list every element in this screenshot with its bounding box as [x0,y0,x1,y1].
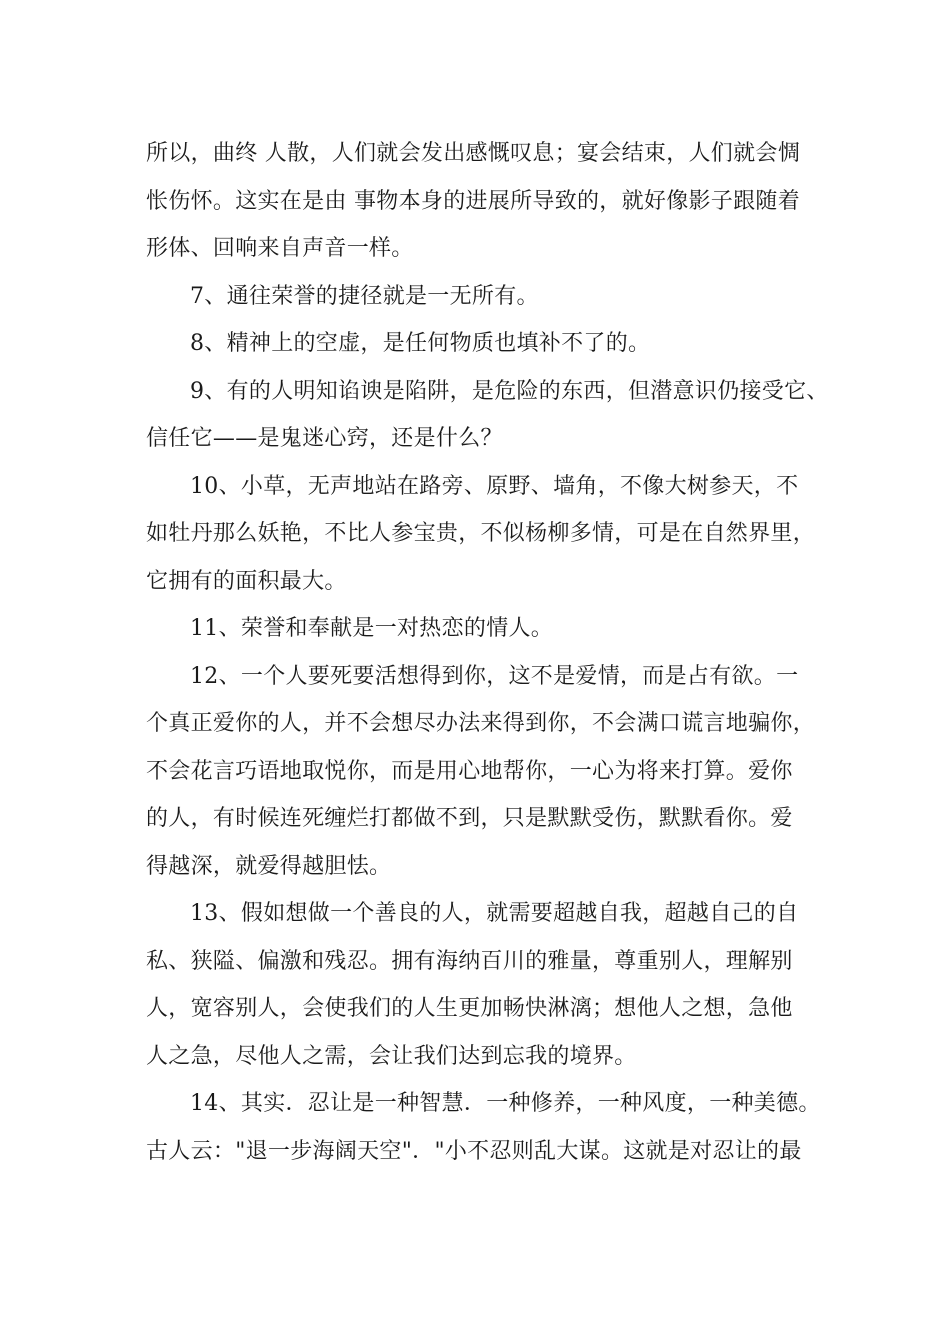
text-line: 信任它——是鬼迷心窍，还是什么？ [146,426,503,451]
text-line: 如牡丹那么妖艳，不比人参宝贵，不似杨柳多情，可是在自然界里， [146,521,816,546]
text-line: 古人云："退一步海阔天空"．"小不忍则乱大谋。这就是对忍让的最 [146,1138,802,1164]
paragraph-7: 7、通往荣誉的捷径就是一无所有。 [190,283,539,309]
paragraph-11: 11、荣誉和奉献是一对热恋的情人。 [190,616,554,641]
text-line: 个真正爱你的人，并不会想尽办法来得到你，不会满口谎言地骗你， [146,711,816,736]
text-line: 人之急，尽他人之需，会让我们达到忘我的境界。 [146,1043,637,1069]
text-line: 人，宽容别人，会使我们的人生更加畅快淋漓；想他人之想，急他 [146,996,793,1021]
text-line: 所以，曲终 人散，人们就会发出感慨叹息；宴会结束，人们就会惆 [146,141,800,166]
text-line: 不会花言巧语地取悦你，而是用心地帮你，一心为将来打算。爱你 [146,758,793,784]
text-line: 它拥有的面积最大。 [146,568,347,594]
paragraph-10: 10、小草，无声地站在路旁、原野、墙角，不像大树参天，不 [190,473,799,499]
text-line: 怅伤怀。这实在是由 事物本身的进展所导致的，就好像影子跟随着 [146,188,800,214]
text-line: 得越深，就爱得越胆怯。 [146,853,392,879]
paragraph-14: 14、其实．忍让是一种智慧．一种修养，一种风度，一种美德。 [190,1091,821,1116]
text-line: 私、狭隘、偏激和残忍。拥有海纳百川的雅量，尊重别人，理解别 [146,948,793,974]
paragraph-8: 8、精神上的空虚，是任何物质也填补不了的。 [190,331,651,356]
text-line: 的人，有时候连死缠烂打都做不到，只是默默受伤，默默看你。爱 [146,806,793,831]
paragraph-13: 13、假如想做一个善良的人，就需要超越自我，超越自己的自 [190,901,799,926]
paragraph-12: 12、一个人要死要活想得到你，这不是爱情，而是占有欲。一 [190,663,799,689]
text-line: 形体、回响来自声音一样。 [146,236,414,261]
paragraph-9: 9、有的人明知谄谀是陷阱，是危险的东西，但潜意识仍接受它、 [190,378,829,404]
body-text [146,130,829,1175]
